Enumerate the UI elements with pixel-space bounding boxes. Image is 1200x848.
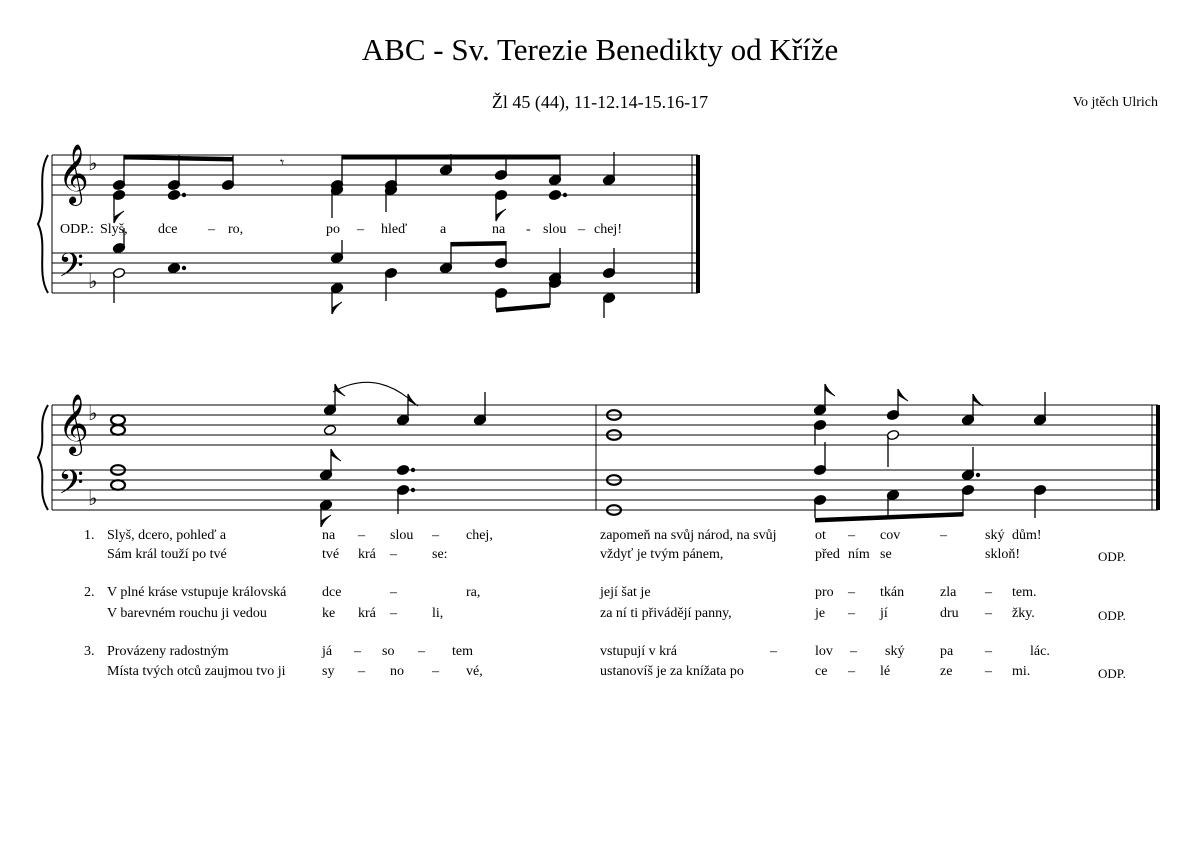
verse-syllable: je	[815, 606, 826, 621]
verse-syllable: tem	[452, 644, 473, 659]
verse-syllable: ustanovíš je za knížata po	[600, 664, 744, 679]
verse-syllable: –	[390, 585, 397, 600]
verse-syllable: –	[390, 547, 397, 562]
verse-syllable: dům!	[1012, 528, 1042, 543]
response-syllable: slou	[543, 222, 567, 237]
verse-syllable: –	[390, 606, 397, 621]
verse-syllable: Místa tvých otců zaujmou tvo ji	[107, 664, 286, 679]
response-syllable: –	[208, 222, 215, 237]
verse-syllable: ot	[815, 528, 826, 543]
bass-clef-icon: 𝄢	[58, 247, 84, 293]
response-marker: ODP.	[1098, 608, 1126, 623]
verse-syllable: tvé	[322, 547, 340, 562]
verse-syllable: cov	[880, 528, 901, 543]
verse-syllable: pa	[940, 644, 954, 659]
verse-syllable: Slyš, dcero, pohleď a	[107, 528, 227, 543]
verse-syllable: –	[848, 664, 855, 679]
verse-syllable: její šat je	[600, 585, 651, 600]
response-syllable: ro,	[228, 222, 244, 237]
verse-syllable: –	[432, 664, 439, 679]
response-syllable: –	[578, 222, 585, 237]
verse-syllable: ra,	[466, 585, 481, 600]
verse-syllable: –	[770, 644, 777, 659]
eighth-rest-icon: 𝄾	[280, 155, 285, 172]
flat-icon: ♭	[88, 151, 98, 175]
verse-syllable: vstupují v krá	[600, 644, 677, 659]
psalm-reference: Žl 45 (44), 11-12.14-15.16-17	[491, 92, 709, 112]
verse-syllable: vždyť je tvým pánem,	[600, 547, 724, 562]
response-syllable: dce	[158, 222, 178, 237]
response-syllable: Slyš,	[100, 222, 128, 237]
verse-syllable: lov	[815, 644, 833, 659]
verse-syllable: ský	[885, 644, 905, 659]
verse-syllable: dce	[322, 585, 342, 600]
response-syllable: chej!	[594, 222, 622, 237]
verse-syllable: žky.	[1012, 606, 1035, 621]
verse-syllable: –	[432, 528, 439, 543]
verse-syllable: lé	[880, 664, 891, 679]
verse-syllable: sy	[322, 664, 335, 679]
verse-number: 2.	[84, 585, 95, 600]
verse-syllable: tkán	[880, 585, 905, 600]
verse-syllable: krá	[358, 606, 376, 621]
verse-syllable: Provázeny radostným	[107, 644, 229, 659]
verse-syllable: –	[848, 606, 855, 621]
verse-syllable: –	[358, 528, 365, 543]
treble-clef-icon: 𝄞	[58, 144, 89, 204]
verse-syllable: ský	[985, 528, 1005, 543]
verse-syllable: ním	[848, 547, 870, 562]
verse-syllable: vé,	[466, 664, 483, 679]
response-syllable: po	[326, 222, 340, 237]
verse-syllable: no	[390, 664, 404, 679]
response-marker: ODP.	[1098, 549, 1126, 564]
verse-number: 1.	[84, 528, 95, 543]
verse-syllable: –	[985, 606, 992, 621]
verse-syllable: dru	[940, 606, 959, 621]
verse-syllable: zapomeň na svůj národ, na svůj	[600, 528, 777, 543]
flat-icon: ♭	[88, 269, 98, 293]
verse-syllable: pro	[815, 585, 834, 600]
treble-clef-icon: 𝄞	[58, 394, 89, 454]
response-syllable: a	[440, 222, 447, 237]
verse-syllable: –	[418, 644, 425, 659]
page-title: ABC - Sv. Terezie Benedikty od Kříže	[361, 32, 839, 67]
verse-syllable: se:	[432, 547, 448, 562]
verse-syllable: –	[985, 585, 992, 600]
response-marker: ODP.	[1098, 666, 1126, 681]
verse-syllable: tem.	[1012, 585, 1037, 600]
verse-syllable: ce	[815, 664, 828, 679]
verse-syllable: V plné kráse vstupuje královská	[107, 585, 287, 600]
verse-syllable: se	[880, 547, 892, 562]
verse-syllable: zla	[940, 585, 957, 600]
verse-syllable: ze	[940, 664, 953, 679]
verse-syllable: za ní ti přivádějí panny,	[600, 606, 732, 621]
response-syllable: –	[357, 222, 364, 237]
verse-syllable: –	[354, 644, 361, 659]
verse-syllable: V barevném rouchu ji vedou	[107, 606, 267, 621]
verse-syllable: Sám král touží po tvé	[107, 547, 227, 562]
verse-number: 3.	[84, 644, 95, 659]
response-syllable: hleď	[381, 222, 408, 237]
verse-syllable: –	[848, 528, 855, 543]
verse-syllable: –	[985, 644, 992, 659]
verse-syllable: –	[985, 664, 992, 679]
verse-syllable: krá	[358, 547, 376, 562]
verse-syllable: li,	[432, 606, 444, 621]
verse-syllable: so	[382, 644, 395, 659]
verse-syllable: ke	[322, 606, 336, 621]
composer-name: Vo jtěch Ulrich	[1072, 95, 1158, 110]
verse-syllable: slou	[390, 528, 414, 543]
verse-syllable: –	[940, 528, 947, 543]
response-label: ODP.:	[60, 222, 94, 237]
flat-icon: ♭	[88, 401, 98, 425]
verse-syllable: –	[850, 644, 857, 659]
verse-syllable: lác.	[1030, 644, 1050, 659]
flat-icon: ♭	[88, 486, 98, 510]
verse-syllable: skloň!	[985, 547, 1020, 562]
verse-syllable: –	[358, 664, 365, 679]
verse-syllable: jí	[880, 606, 888, 621]
verse-syllable: před	[815, 547, 840, 562]
response-syllable: na	[492, 222, 506, 237]
response-syllable: -	[526, 222, 531, 237]
verse-syllable: –	[848, 585, 855, 600]
bass-clef-icon: 𝄢	[58, 464, 84, 510]
verse-syllable: na	[322, 528, 336, 543]
verse-syllable: mi.	[1012, 664, 1031, 679]
verse-syllable: chej,	[466, 528, 493, 543]
verse-syllable: já	[322, 644, 333, 659]
